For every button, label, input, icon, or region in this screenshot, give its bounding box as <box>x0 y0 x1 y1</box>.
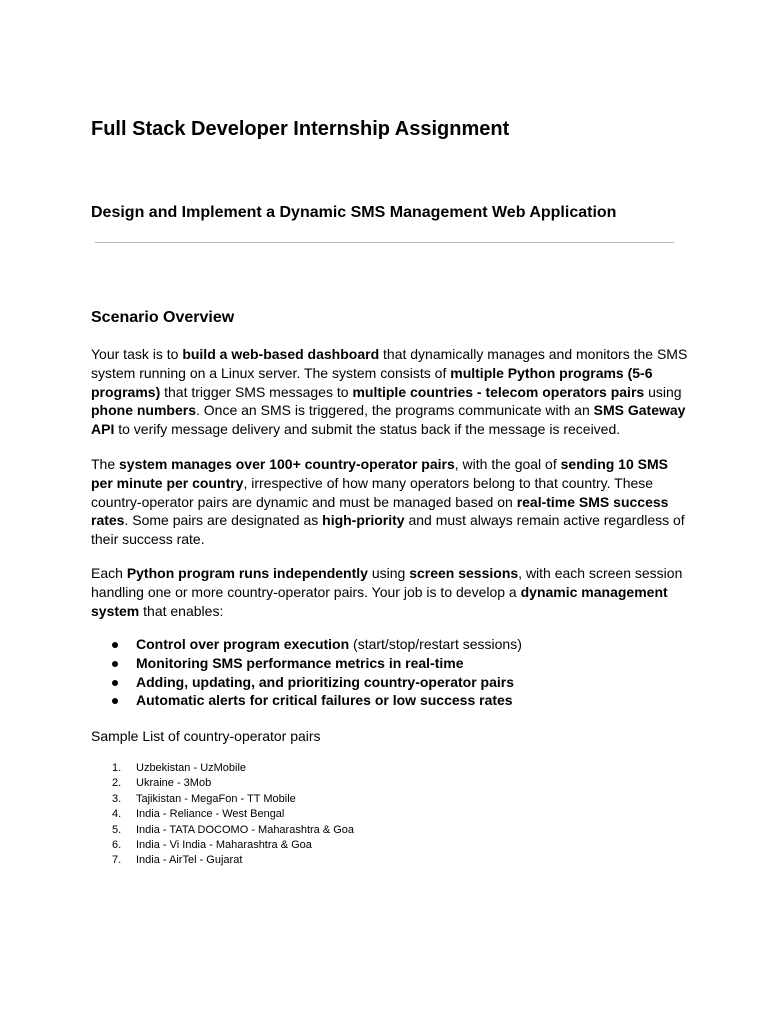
paragraph-system <box>91 455 691 549</box>
bullet-bold-text: Monitoring SMS performance metrics in real-time <box>136 654 464 671</box>
list-item-text: India - TATA DOCOMO - Maharashtra & Goa <box>136 823 355 836</box>
list-number: 4. <box>112 808 122 821</box>
paragraph-python-programs <box>91 564 691 620</box>
bold-text: Python program runs independently <box>126 565 368 581</box>
document-subtitle: Design and Implement a Dynamic SMS Management Web Application <box>91 204 617 221</box>
document-title: Full Stack Developer Internship Assignment <box>91 118 510 140</box>
list-item-text: India - Reliance - West Bengal <box>136 808 285 821</box>
list-item-text: Ukraine - 3Mob <box>136 777 212 790</box>
bold-text: phone numbers <box>91 402 197 419</box>
list-item <box>112 635 522 654</box>
list-item-text: Uzbekistan - UzMobile <box>136 762 247 774</box>
list-number: 5. <box>112 823 122 836</box>
paragraph-task <box>91 345 691 439</box>
bullet-icon <box>112 642 118 648</box>
bold-text: high-priority <box>322 512 405 529</box>
list-item <box>112 654 522 673</box>
text-run: that enables: <box>139 602 224 619</box>
list-item <box>112 807 354 822</box>
list-item-text: India - Vi India - Maharashtra & Goa <box>136 839 312 852</box>
text-run: that dynamically manages and monitors the SMS system running on a Linux server. The system consists of <box>91 346 688 381</box>
bold-text: real-time SMS success rates <box>91 493 669 529</box>
list-number: 6. <box>112 839 122 852</box>
bullet-bold-text: Adding, updating, and prioritizing country-operator pairs <box>136 673 514 690</box>
horizontal-divider <box>95 242 674 243</box>
bold-text: multiple Python programs (5-6 programs) <box>91 364 653 400</box>
list-item <box>112 776 354 791</box>
text-run: . Once an SMS is triggered, the programs communicate with an <box>196 402 594 419</box>
list-number: 2. <box>112 777 122 790</box>
list-number: 7. <box>112 854 122 867</box>
bullet-icon <box>112 680 118 686</box>
list-item <box>112 838 354 853</box>
text-run: , irrespective of how many operators belong to that country. These country-operator pairs are dynamic and must be managed based on <box>91 474 654 510</box>
bold-text: SMS Gateway API <box>91 402 686 438</box>
bold-text: dynamic management system <box>91 583 668 619</box>
text-run: Your task is to <box>91 346 183 362</box>
text-run: using <box>644 383 682 400</box>
bold-text: sending 10 SMS per minute per country <box>91 456 668 491</box>
text-run: , with each screen session handling one or more country-operator pairs. Your job is to develop a <box>91 565 683 600</box>
text-run: The <box>91 456 120 472</box>
text-run: . Some pairs are designated as <box>124 512 323 529</box>
text-run: that trigger SMS messages to <box>160 383 353 400</box>
text-run: and must always remain active regardless of their success rate. <box>91 512 685 548</box>
bold-text: system manages over 100+ country-operator pairs <box>119 456 455 472</box>
bullet-bold-text: Control over program execution <box>136 636 350 652</box>
text-run: using <box>367 565 410 581</box>
list-item <box>112 853 354 868</box>
requirements-list <box>112 635 522 710</box>
bold-text: build a web-based dashboard <box>182 346 380 362</box>
list-item-text: India - AirTel - Gujarat <box>136 854 243 867</box>
bold-text: screen sessions <box>409 565 519 581</box>
list-item <box>112 761 354 776</box>
section-heading: Scenario Overview <box>91 309 235 326</box>
bullet-icon <box>112 698 118 704</box>
text-run: , with the goal of <box>454 456 561 472</box>
bold-text: multiple countries - telecom operators pairs <box>352 383 645 400</box>
list-item-text: Tajikistan - MegaFon - TT Mobile <box>136 792 296 805</box>
list-item <box>112 691 522 710</box>
text-run: Each <box>91 565 127 581</box>
list-number: 1. <box>112 762 122 774</box>
list-item <box>112 792 354 807</box>
sample-list-caption: Sample List of country-operator pairs <box>91 728 321 744</box>
bullet-icon <box>112 661 118 667</box>
list-item <box>112 823 354 838</box>
list-number: 3. <box>112 792 122 805</box>
text-run: to verify message delivery and submit the status back if the message is received. <box>114 421 621 438</box>
list-item <box>112 673 522 692</box>
bullet-bold-text: Automatic alerts for critical failures or low success rates <box>136 692 513 709</box>
sample-pairs-list <box>112 761 354 869</box>
bullet-normal-text: (start/stop/restart sessions) <box>349 636 522 652</box>
